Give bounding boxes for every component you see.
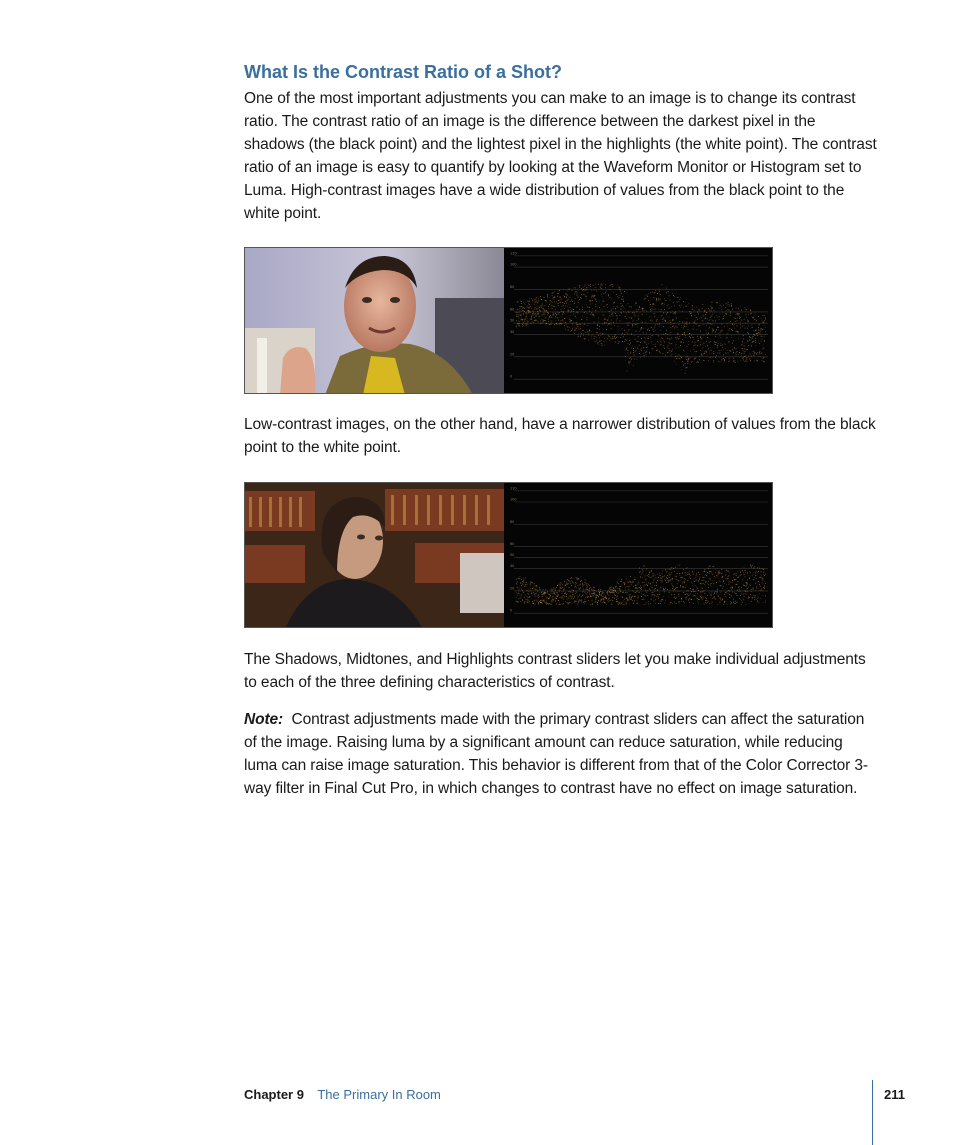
graticule-label: 110 (509, 486, 517, 491)
footer-chapter-number: Chapter 9 (244, 1087, 304, 1102)
man-portrait-image (245, 248, 504, 393)
graticule-label: 60 (509, 542, 515, 546)
low-contrast-waveform (504, 483, 772, 627)
waveform-background (504, 483, 772, 627)
section-heading: What Is the Contrast Ratio of a Shot? (244, 62, 562, 82)
low-contrast-photo (245, 483, 504, 627)
sliders-paragraph: The Shadows, Midtones, and Highlights contrast sliders let you make individual adjustments to each of the three defining characteristics of contrast. (244, 651, 866, 691)
graticule-label: 80 (509, 519, 515, 524)
graticule-label: 0 (509, 608, 513, 613)
waveform-monitor-low (504, 483, 772, 627)
high-contrast-photo (245, 248, 504, 393)
graticule-label: 80 (509, 285, 515, 290)
low-contrast-paragraph: Low-contrast images, on the other hand, have a narrower distribution of values from the black point to the white point. (244, 416, 876, 456)
graticule-label: 50 (509, 318, 515, 323)
footer-chapter (244, 1087, 441, 1102)
graticule-label: 110 (509, 251, 517, 256)
graticule-label: 0 (509, 374, 513, 379)
note-paragraph (244, 708, 878, 800)
graticule-label: 50 (509, 553, 515, 558)
graticule-label: 60 (509, 307, 515, 312)
footer-divider (872, 1080, 873, 1145)
waveform-monitor-high (504, 248, 772, 393)
graticule-label: 40 (509, 564, 515, 569)
note-text: Contrast adjustments made with the primary contrast sliders can affect the saturation of the image. Raising luma by a significant amount can reduce saturation, while reducing luma can raise image saturation. This behavior is different from that of the Color Corrector 3-way filter in Final Cut Pro, in which changes to contrast have no effect on image saturation. (244, 711, 868, 797)
page-number: 211 (884, 1087, 905, 1102)
intro-paragraph: One of the most important adjustments you can make to an image is to change its contrast ratio. The contrast ratio of an image is the difference between the darkest pixel in the shadows (the black point) and the lightest pixel in the highlights (the white point). The contrast ratio of an image is easy to quantify by looking at the Waveform Monitor or Histogram set to Luma. High-contrast images have a wide distribution of values from the black point to the white point. (244, 90, 877, 222)
note-label: Note: (244, 711, 284, 728)
high-contrast-waveform (504, 248, 772, 393)
footer-chapter-title: The Primary In Room (317, 1087, 441, 1102)
graticule-label: 100 (509, 262, 517, 267)
graticule-label: 20 (509, 586, 515, 591)
woman-library-image (245, 483, 504, 627)
low-contrast-figure (244, 482, 773, 628)
graticule-label: 40 (509, 329, 515, 334)
graticule-label: 20 (509, 352, 515, 357)
graticule-label: 100 (509, 497, 517, 502)
high-contrast-figure (244, 247, 773, 394)
